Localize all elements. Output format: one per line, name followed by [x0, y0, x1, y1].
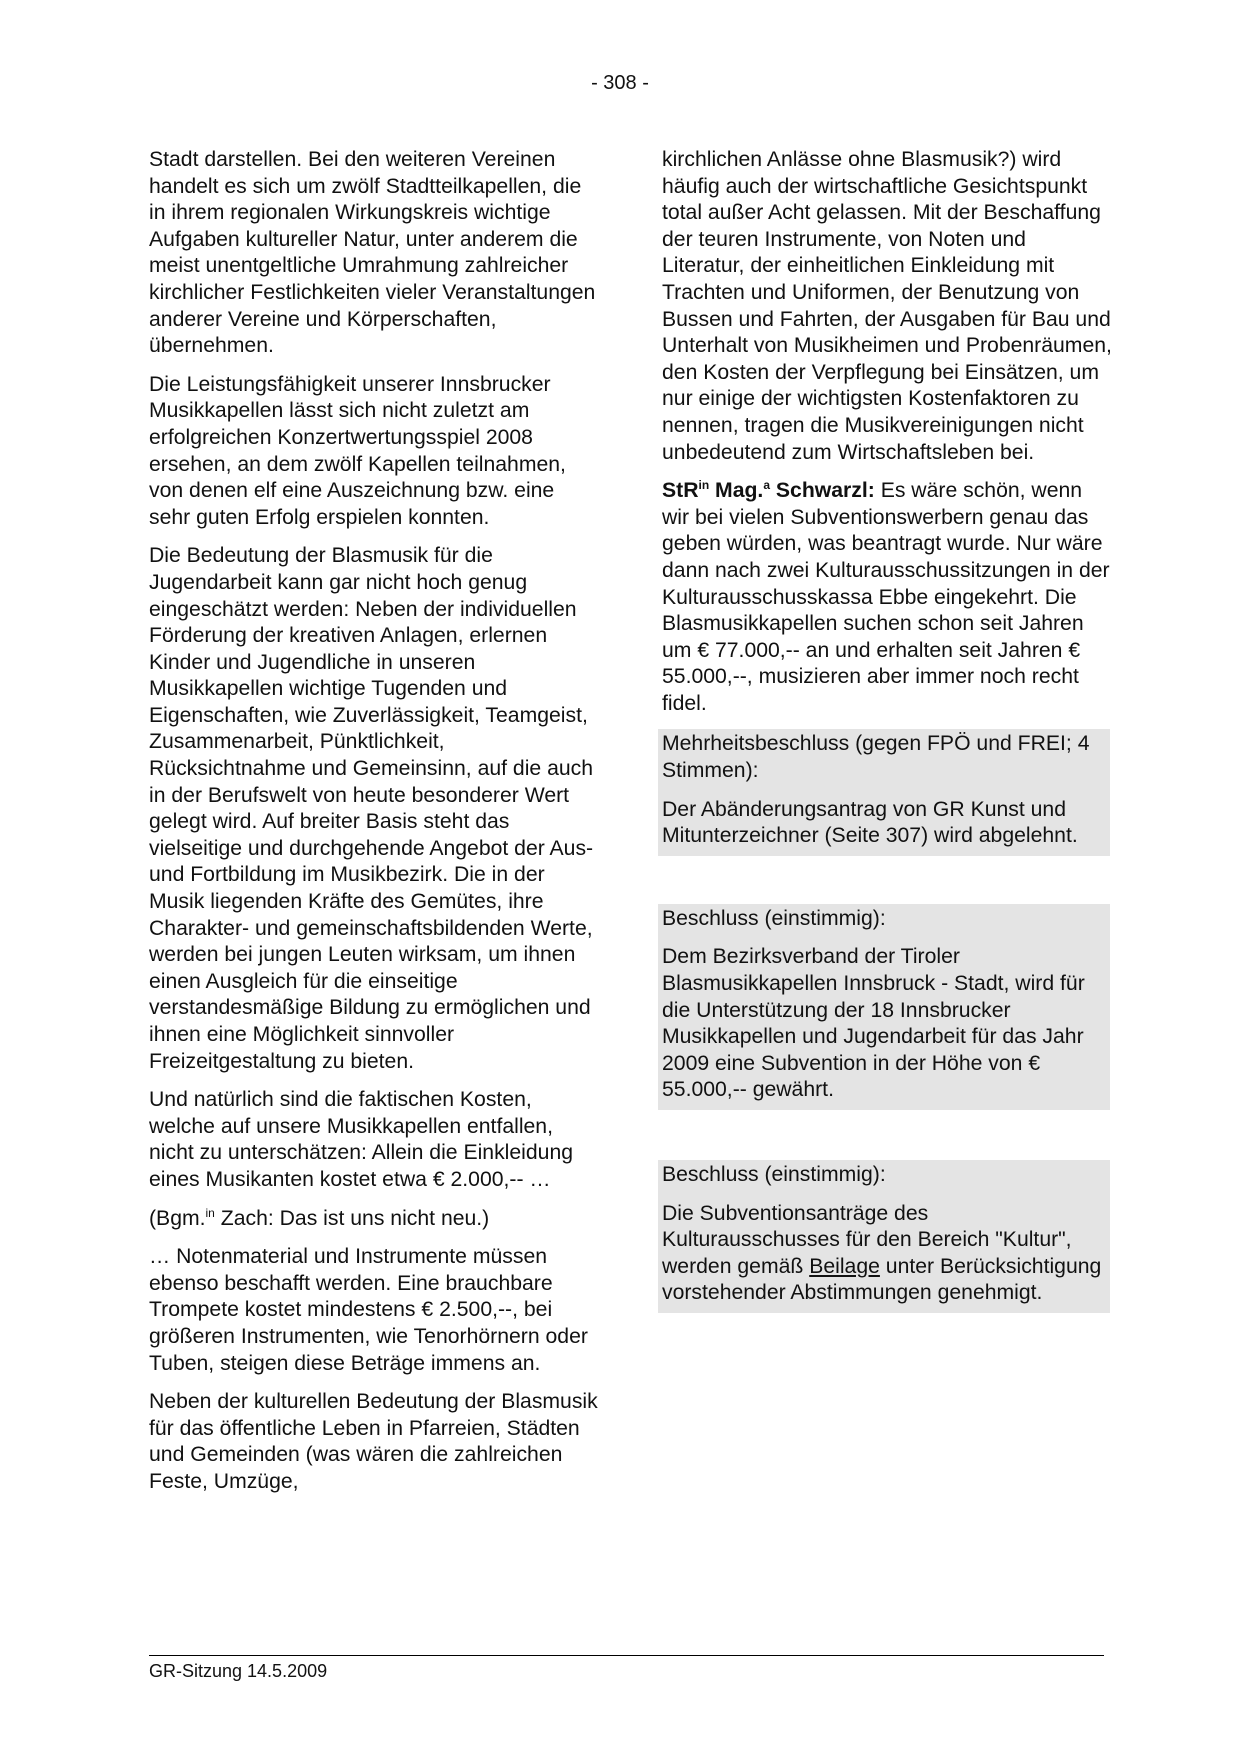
interjection-post: Zach: Das ist uns nicht neu.) [214, 1206, 490, 1230]
left-column [149, 147, 599, 1508]
interjection [149, 1206, 599, 1233]
paragraph: Die Leistungsfähigkeit unserer Innsbrucker Musikkapellen lässt sich nicht zuletzt am erfolgreichen Konzertwertungsspiel 2008 ersehen, an dem zwölf Kapellen teilnahmen, von denen elf eine Auszeichnung bzw. eine sehr guten Erfolg erspielen konnten. [149, 372, 566, 529]
resolution-text: Dem Bezirksverband der Tiroler Blasmusikkapellen Innsbruck - Stadt, wird für die Unterstützung der 18 Innsbrucker Musikkapellen und Jugendarbeit für das Jahr 2009 eine Subvention in der Höhe von € 55.000,-- gewährt. [662, 945, 1085, 1102]
resolution-heading: Mehrheitsbeschluss (gegen FPÖ und FREI; 4 Stimmen): [662, 732, 1090, 783]
resolution-box [658, 1160, 1110, 1313]
resolution-text-pre: Die Subventionsanträge des Kulturausschusses für den Bereich "Kultur", werden gemäß [662, 1201, 1072, 1278]
speaker-name [662, 479, 875, 502]
page-number: - 308 - [591, 72, 649, 94]
interjection-superscript: in [205, 1205, 215, 1220]
resolution-box [658, 904, 1110, 1110]
paragraph: kirchlichen Anlässe ohne Blasmusik?) wird häufig auch der wirtschaftliche Gesichtspunkt total außer Acht gelassen. Mit der Beschaffung der teuren Instrumente, von Noten und Literatur, der einheitlichen Einkleidung mit Trachten und Uniformen, der Benutzung von Bussen und Fahrten, der Ausgaben für Bau und Unterhalt von Musikheimen und Probenräumen, den Kosten der Verpflegung bei Einsätzen, um nur einige der wichtigsten Kostenfaktoren zu nennen, tragen die Musikvereinigungen nicht unbedeutend zum Wirtschaftsleben bei. [662, 148, 1112, 464]
speaker-degree: Mag. [709, 479, 764, 503]
footer-text: GR-Sitzung 14.5.2009 [149, 1661, 328, 1681]
resolution-heading: Beschluss (einstimmig): [662, 906, 886, 930]
resolution-heading: Beschluss (einstimmig): [662, 1163, 886, 1186]
paragraph: … Notenmaterial und Instrumente müssen ebenso beschafft werden. Eine brauchbare Trompete kostet mindestens € 2.500,--, bei größeren Instrumenten, wie Tenorhörnern oder Tuben, steigen diese Beträge immens an. [149, 1245, 588, 1375]
paragraph: Und natürlich sind die faktischen Kosten, welche auf unsere Musikkapellen entfallen, nicht zu unterschätzen: Allein die Einkleidung eines Musikanten kostet etwa € 2.000,-- … [149, 1088, 574, 1191]
speaker-superscript: in [698, 478, 710, 493]
resolution-text-post: unter Berücksichtigung vorstehender Abstimmungen genehmigt. [662, 1254, 1102, 1305]
interjection-pre: (Bgm. [149, 1206, 206, 1230]
speaker-title: StR [662, 479, 699, 503]
speaker-paragraph [662, 478, 1112, 717]
paragraph: Die Bedeutung der Blasmusik für die Jugendarbeit kann gar nicht hoch genug eingeschätzt werden: Neben der individuellen Förderung der kreativen Anlagen, erlernen Kinder und Jugendliche in unseren Musikkapellen wichtige Tugenden und Eigenschaften, wie Zuverlässigkeit, Teamgeist, Zusammenarbeit, Pünktlichkeit, Rücksichtnahme und Gemeinsinn, auf die auch in der Berufswelt von heute besonderer Wert gelegt wird. Auf breiter Basis steht das vielseitige und durchgehende Angebot der Aus- und Fortbildung im Musikbezirk. Die in der Musik liegenden Kräfte des Gemütes, ihre Charakter- und gemeinschaftsbildenden Werte, werden bei jungen Leuten wirksam, um ihnen einen Ausgleich für die einseitige verstandesmäßige Bildung zu ermöglichen und ihnen eine Möglichkeit sinnvoller Freizeitgestaltung zu bieten. [149, 544, 594, 1073]
speaker-superscript: a [763, 478, 771, 493]
paragraph: Stadt darstellen. Bei den weiteren Vereinen handelt es sich um zwölf Stadtteilkapellen, die in ihrem regionalen Wirkungskreis wichtige Aufgaben kultureller Natur, unter anderem die meist unentgeltliche Umrahmung zahlreicher kirchlicher Festlichkeiten vieler Veranstaltungen anderer Vereine und Körperschaften, übernehmen. [149, 148, 596, 358]
paragraph: Neben der kulturellen Bedeutung der Blasmusik für das öffentliche Leben in Pfarreien, Städten und Gemeinden (was wären die zahlreichen Feste, Umzüge, [149, 1390, 598, 1493]
beilage-link[interactable]: Beilage [809, 1254, 880, 1278]
resolution-text [662, 1201, 1106, 1307]
right-column [662, 147, 1112, 1313]
resolution-box [658, 729, 1110, 855]
speaker-surname: Schwarzl: [770, 479, 875, 503]
footer-divider [149, 1655, 1104, 1656]
resolution-text: Der Abänderungsantrag von GR Kunst und Mitunterzeichner (Seite 307) wird abgelehnt. [662, 797, 1078, 848]
speech-text: Es wäre schön, wenn wir bei vielen Subventionswerbern genau das geben würden, was beantragt wurde. Nur wäre dann nach zwei Kulturausschussitzungen in der Kulturausschusskassa Ebbe eingekehrt. Die Blasmusikkapellen suchen schon seit Jahren um € 77.000,-- an und erhalten seit Jahren € 55.000,--, musizieren aber immer noch recht fidel. [662, 479, 1110, 715]
